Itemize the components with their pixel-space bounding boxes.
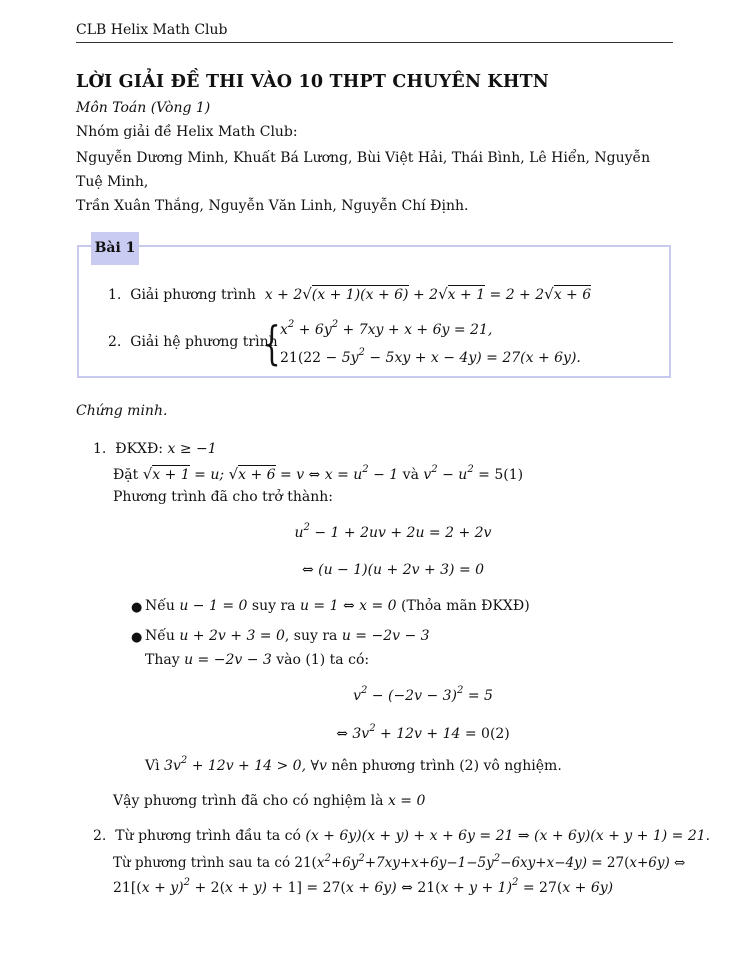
item-number: 2. — [108, 334, 122, 350]
header-club-name: CLB Helix Math Club — [76, 22, 228, 38]
item-number: 1. — [108, 287, 122, 303]
case-text: Nếu — [145, 598, 175, 614]
members-line-2: Trần Xuân Thắng, Nguyễn Văn Linh, Nguyễn Chí Định. — [76, 198, 469, 214]
subst-text: Thay — [145, 652, 180, 668]
case-text: suy ra — [251, 598, 296, 614]
problem-tag: Bài 1 — [91, 232, 139, 265]
item-text: Giải phương trình — [130, 287, 256, 303]
no-solution-line: Vì $3v^2 + 12v + 14 > 0$, ∀v nên phương trình (2) vô nghiệm. — [145, 755, 562, 774]
bullet-icon: ● — [131, 630, 143, 645]
vi-text: nên phương trình (2) vô nghiệm. — [331, 758, 562, 774]
team-label: Nhóm giải đề Helix Math Club: — [76, 124, 298, 140]
dkxd-label: ĐKXĐ: — [115, 441, 164, 457]
problem-item-2 — [108, 334, 278, 350]
part2-text: Từ phương trình đầu ta có — [115, 828, 301, 844]
conclusion-text: Vậy phương trình đã cho có nghiệm là — [113, 793, 384, 809]
solution-part-2: 2. Từ phương trình đầu ta có (x + 6y)(x + y) + x + 6y = 21 ⇒ (x + 6y)(x + y + 1) = 21. — [93, 828, 711, 844]
item-text: Giải hệ phương trình — [130, 334, 278, 350]
case-1: Nếu u − 1 = 0 suy ra u = 1 ⇔ x = 0 (Thỏa mãn ĐKXĐ) — [145, 598, 530, 614]
part2-text: Từ phương trình sau ta có — [113, 855, 291, 871]
system-equation-2: $21(22 - 5y^2 - 5xy + x - 4y) = 27(x + 6y)$. — [280, 347, 581, 366]
problem-item-1 — [108, 285, 591, 303]
case-2: Nếu u + 2v + 3 = 0, suy ra u = −2v − 3 — [145, 628, 430, 644]
solution-part-1-dkxd: 1. ĐKXĐ: x ≥ −1 — [93, 441, 217, 457]
equation-factored: ⇔ (u − 1)(u + 2v + 3) = 0 — [301, 562, 485, 578]
subst-text: vào (1) ta có: — [276, 652, 370, 668]
system-brace: { — [263, 316, 281, 370]
becomes-text: Phương trình đã cho trở thành: — [113, 489, 334, 505]
part-number: 2. — [93, 828, 107, 844]
bullet-icon: ● — [131, 600, 143, 615]
header-divider — [76, 42, 673, 43]
equation-v-square: $v^2 - (-2v - 3)^2 = 5$ — [353, 685, 493, 704]
conclusion-line: Vậy phương trình đã cho có nghiệm là x = 0 — [113, 793, 426, 809]
case-text: Nếu — [145, 628, 175, 644]
part-2-line-2: Từ phương trình sau ta có $21(x^2+6y^2+7xy+x+6y-1-5y^2-6xy+x-4y) = 27(x+6y)$ ⇔ — [113, 852, 686, 871]
case-text: (Thỏa mãn ĐKXĐ) — [401, 598, 530, 614]
equation-1: x + 2√(x + 1)(x + 6) + 2√x + 1 = 2 + 2√x + 6 — [264, 285, 592, 303]
vi-text: Vì — [145, 758, 160, 774]
page-title: LỜI GIẢI ĐỀ THI VÀO 10 THPT CHUYÊN KHTN — [76, 72, 549, 92]
part-2-line-3: $21[(x + y)^2 + 2(x + y) + 1] = 27(x + 6y)$ ⇔ $21(x + y + 1)^2 = 27(x + 6y)$ — [113, 877, 614, 896]
dat-label: Đặt — [113, 467, 139, 483]
substitution-line: Đặt √x + 1 = u; √x + 6 = v ⇔ $x = u^2 - 1$ và $v^2 - u^2 = 5(1)$ — [113, 464, 524, 483]
and-word: và — [402, 467, 419, 483]
system-equation-1: $x^2 + 6y^2 + 7xy + x + 6y = 21$, — [280, 319, 493, 338]
team-members — [76, 146, 676, 218]
members-line-1: Nguyễn Dương Minh, Khuất Bá Lương, Bùi Việt Hải, Thái Bình, Lê Hiển, Nguyễn Tuệ Minh, — [76, 150, 651, 190]
page-subtitle: Môn Toán (Vòng 1) — [76, 100, 211, 116]
substitute-line: Thay u = −2v − 3 vào (1) ta có: — [145, 652, 370, 668]
part-number: 1. — [93, 441, 107, 457]
equation-quadratic: ⇔ $3v^2 + 12v + 14 = 0(2)$ — [336, 723, 510, 742]
case-text: , suy ra — [284, 628, 338, 644]
equation-u-v: $u^2 - 1 + 2uv + 2u = 2 + 2v$ — [294, 522, 492, 541]
proof-label: Chứng minh. — [76, 403, 168, 419]
